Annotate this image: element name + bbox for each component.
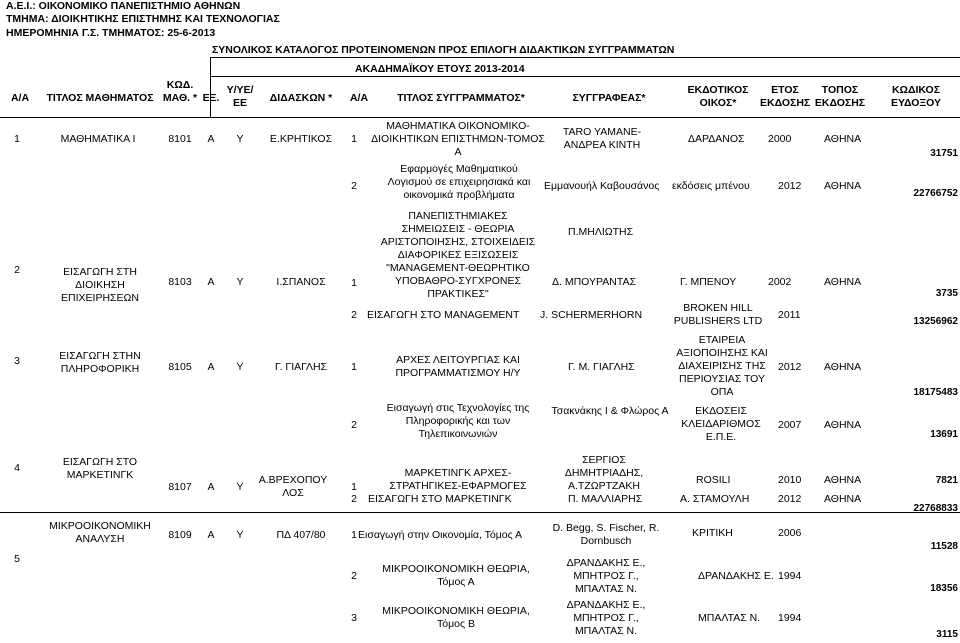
department-line: ΤΜΗΜΑ: ΔΙΟΙΚΗΤΙΚΗΣ ΕΠΙΣΤΗΜΗΣ ΚΑΙ ΤΕΧΝΟΛΟΓΙΑΣ [6, 13, 280, 25]
course-aa: 1 [14, 133, 20, 145]
book-publisher: Α. ΣΤΑΜΟΥΛΗ [680, 493, 750, 505]
book-author: Εμμανουήλ Καβουσάνος [544, 180, 660, 192]
book-publisher: ΕΤΑΙΡΕΙΑ ΑΞΙΟΠΟΙΗΣΗΣ ΚΑΙ ΔΙΑΧΕΙΡΙΣΗΣ ΤΗΣ ΠΕΡΙΟΥΣΙΑΣ ΤΟΥ ΟΠΑ [676, 334, 768, 398]
book-place: ΑΘΗΝΑ [824, 493, 862, 505]
course-ye: Υ [236, 529, 244, 541]
book-eudoxus: 3115 [936, 629, 958, 640]
book-publisher: BROKEN HILL PUBLISHERS LTD [673, 302, 763, 327]
book-author: D. Begg, S. Fischer, R. Dornbusch [552, 522, 660, 547]
course-title: ΜΑΘΗΜΑΤΙΚΑ Ι [60, 133, 136, 145]
book-author: Δ. ΜΠΟΥΡΑΝΤΑΣ [552, 276, 636, 288]
course-aa: 5 [14, 553, 20, 565]
col-course-title: ΤΙΤΛΟΣ ΜΑΘΗΜΑΤΟΣ [46, 92, 154, 104]
book-eudoxus: 18356 [930, 583, 958, 594]
book-publisher: ΔΡΑΝΔΑΚΗΣ Ε. [698, 570, 774, 582]
book-place: ΑΘΗΝΑ [824, 276, 862, 288]
col-eudoxus: ΚΩΔΙΚΟΣ ΕΥΔΟΞΟΥ [890, 84, 942, 109]
book-aa: 1 [351, 277, 357, 289]
book-author: TARO YAMANE-ΑΝΔΡΕΑ ΚΙΝΤΗ [562, 126, 642, 151]
book-eudoxus: 13691 [930, 429, 958, 440]
book-publisher: εκδόσεις μπένου [672, 180, 750, 192]
book-eudoxus: 31751 [930, 148, 958, 159]
course-aa: 3 [14, 355, 20, 367]
book-aa: 1 [351, 361, 357, 373]
course-ye: Υ [236, 276, 244, 288]
book-title: "MANAGEMENT-ΘΕΩΡΗΤΙΚΟ ΥΠΟΒΑΘΡΟ-ΣΥΓΧΡΟΝΕΣ ΠΡΑΚΤΙΚΕΣ" [386, 262, 530, 300]
course-teacher: Α.ΒΡΕΧΟΠΟΥΛΟΣ [258, 474, 328, 499]
book-author: Τσακνάκης Ι & Φλώρος Α [551, 405, 669, 417]
course-ye: Υ [236, 361, 244, 373]
book-aa: 2 [351, 493, 357, 505]
col-authors: ΣΥΓΓΡΑΦΕΑΣ* [572, 92, 646, 104]
course-title: ΕΙΣΑΓΩΓΗ ΣΤΗΝ ΠΛΗΡΟΦΟΡΙΚΗ [59, 350, 141, 375]
course-aa: 2 [14, 264, 20, 276]
book-year: 1994 [778, 570, 802, 582]
course-title: ΜΙΚΡΟΟΙΚΟΝΟΜΙΚΗ ΑΝΑΛΥΣΗ [49, 520, 151, 545]
date-line: ΗΜΕΡΟΜΗΝΙΑ Γ.Σ. ΤΜΗΜΑΤΟΣ: 25-6-2013 [6, 27, 216, 39]
book-author: ΣΕΡΓΙΟΣ ΔΗΜΗΤΡΙΑΔΗΣ, Α.ΤΖΩΡΤΖΑΚΗ [564, 454, 644, 492]
book-author: Γ. Μ. ΓΙΑΓΛΗΣ [568, 361, 635, 373]
book-publisher: ΔΑΡΔΑΝΟΣ [688, 133, 745, 145]
course-teacher: ΠΔ 407/80 [276, 529, 326, 541]
book-place: ΑΘΗΝΑ [824, 419, 862, 431]
course-aa: 4 [14, 462, 20, 474]
book-year: 2012 [778, 493, 802, 505]
course-ex: Α [207, 481, 215, 493]
course-code: 8109 [168, 529, 192, 541]
book-year: 2006 [778, 527, 802, 539]
course-code: 8107 [168, 481, 192, 493]
book-title: ΕΙΣΑΓΩΓΗ ΣΤΟ ΜΑΡΚΕΤΙΝΓΚ [368, 493, 512, 505]
course-ex: Α [207, 276, 215, 288]
book-author: Π.ΜΗΛΙΩΤΗΣ [568, 226, 634, 238]
book-year: 1994 [778, 612, 802, 624]
book-author: J. SCHERMERHORN [540, 309, 643, 321]
col-teachers: ΔΙΔΑΣΚΩΝ * [269, 92, 333, 104]
book-aa: 2 [351, 570, 357, 582]
book-author: ΔΡΑΝΔΑΚΗΣ Ε., ΜΠΗΤΡΟΣ Γ., ΜΠΑΛΤΑΣ Ν. [566, 557, 646, 595]
course-ye: Υ [236, 133, 244, 145]
course-teacher: Ι.ΣΠΑΝΟΣ [276, 276, 326, 288]
book-eudoxus: 18175483 [913, 387, 958, 398]
book-aa: 3 [351, 612, 357, 624]
book-eudoxus: 13256962 [913, 316, 958, 327]
course-ye: Υ [236, 481, 244, 493]
book-title: ΑΡΧΕΣ ΛΕΙΤΟΥΡΓΙΑΣ ΚΑΙ ΠΡΟΓΡΑΜΜΑΤΙΣΜΟΥ Η/Υ [395, 354, 521, 379]
book-eudoxus: 11528 [930, 541, 958, 552]
book-place: ΑΘΗΝΑ [824, 361, 862, 373]
book-publisher: Γ. ΜΠΕΝΟΥ [680, 276, 737, 288]
book-title: ΜΙΚΡΟΟΙΚΟΝΟΜΙΚΗ ΘΕΩΡΙΑ, Τόμος Α [382, 563, 530, 588]
institution-line: Α.Ε.Ι.: ΟΙΚΟΝΟΜΙΚΟ ΠΑΝΕΠΙΣΤΗΜΙΟ ΑΘΗΝΩΝ [6, 0, 241, 12]
book-eudoxus: 3735 [935, 288, 958, 299]
course-ex: Α [207, 133, 215, 145]
book-place: ΑΘΗΝΑ [824, 474, 862, 486]
course-code: 8103 [168, 276, 192, 288]
book-eudoxus: 7821 [935, 475, 958, 486]
book-title: Εφαρμογές Μαθηματικού Λογισμού σε επιχειρησιακά και οικονομικά προβλήματα [387, 163, 531, 201]
book-place: ΑΘΗΝΑ [824, 180, 862, 192]
col-publisher: ΕΚΔΟΤΙΚΟΣ ΟΙΚΟΣ* [687, 84, 749, 109]
book-aa: 1 [351, 481, 357, 493]
book-publisher: ΚΡΙΤΙΚΗ [692, 527, 733, 539]
book-publisher: ΜΠΑΛΤΑΣ Ν. [698, 612, 761, 624]
col-book-title: ΤΙΤΛΟΣ ΣΥΓΓΡΑΜΜΑΤΟΣ* [397, 92, 525, 104]
book-title: ΠΑΝΕΠΙΣΤΗΜΙΑΚΕΣ ΣΗΜΕΙΩΣΕΙΣ - ΘΕΩΡΙΑ ΑΡΙΣΤΟΠΟΙΗΣΗΣ, ΣΤΟΙΧΕΙΔΕΙΣ ΔΙΑΦΟΡΙΚΕΣ ΕΞΙΣΩΣΕΙΣ [380, 210, 536, 261]
book-author: Π. ΜΑΛΛΙΑΡΗΣ [568, 493, 643, 505]
course-teacher: Ε.ΚΡΗΤΙΚΟΣ [269, 133, 333, 145]
book-year: 2007 [778, 419, 802, 431]
book-year: 2011 [778, 309, 801, 321]
book-title: ΕΙΣΑΓΩΓΗ ΣΤΟ MANAGEMENT [367, 309, 520, 321]
book-title: Εισαγωγή στις Τεχνολογίες της Πληροφορικής και των Τηλεπικοινωνιών [386, 402, 530, 440]
book-aa: 1 [351, 133, 357, 145]
academic-year-title: ΑΚΑΔΗΜΑΪΚΟΥ ΕΤΟΥΣ 2013-2014 [355, 63, 525, 75]
book-aa: 1 [351, 529, 357, 541]
book-year: 2012 [778, 180, 802, 192]
book-aa: 2 [351, 309, 357, 321]
book-eudoxus: 22766752 [913, 188, 958, 199]
col-code: ΚΩΔ. ΜΑΘ. * [162, 79, 198, 104]
course-teacher: Γ. ΓΙΑΓΛΗΣ [274, 361, 328, 373]
book-title: Εισαγωγή στην Οικονομία, Τόμος Α [358, 529, 523, 541]
book-title: ΜΑΡΚΕΤΙΝΓΚ ΑΡΧΕΣ-ΣΤΡΑΤΗΓΙΚΕΣ-ΕΦΑΡΜΟΓΕΣ [389, 467, 527, 492]
book-year: 2012 [778, 361, 802, 373]
course-ex: Α [207, 361, 215, 373]
book-place: ΑΘΗΝΑ [824, 133, 862, 145]
book-title: ΜΑΘΗΜΑΤΙΚΑ ΟΙΚΟΝΟΜΙΚΟ-ΔΙΟΙΚΗΤΙΚΩΝ ΕΠΙΣΤΗΜΩΝ-ΤΟΜΟΣ Α [371, 120, 545, 158]
book-author: ΔΡΑΝΔΑΚΗΣ Ε., ΜΠΗΤΡΟΣ Γ., ΜΠΑΛΤΑΣ Ν. [566, 599, 646, 637]
col-ex: ΕΞ. [202, 92, 220, 104]
col-pub-place: ΤΟΠΟΣ ΕΚΔΟΣΗΣ [814, 84, 866, 109]
course-ex: Α [207, 529, 215, 541]
book-publisher: ROSILI [696, 474, 731, 486]
catalog-title: ΣΥΝΟΛΙΚΟΣ ΚΑΤΑΛΟΓΟΣ ΠΡΟΤΕΙΝΟΜΕΝΩΝ ΠΡΟΣ ΕΠΙΛΟΓΗ ΔΙΔΑΚΤΙΚΩΝ ΣΥΓΓΡΑΜΜΑΤΩΝ [212, 44, 675, 56]
book-title: ΜΙΚΡΟΟΙΚΟΝΟΜΙΚΗ ΘΕΩΡΙΑ, Τόμος Β [382, 605, 530, 630]
col-ye: Υ/ΥΕ/ ΕΕ [226, 84, 254, 109]
book-year: 2000 [768, 133, 792, 145]
book-aa: 2 [351, 419, 357, 431]
book-aa: 2 [351, 180, 357, 192]
book-year: 2002 [768, 276, 792, 288]
course-code: 8105 [168, 361, 192, 373]
book-publisher: ΕΚΔΟΣΕΙΣ ΚΛΕΙΔΑΡΙΘΜΟΣ Ε.Π.Ε. [681, 405, 761, 443]
course-code: 8101 [168, 133, 192, 145]
col-aa2: Α/Α [349, 92, 369, 104]
course-title: ΕΙΣΑΓΩΓΗ ΣΤΗ ΔΙΟΙΚΗΣΗ ΕΠΙΧΕΙΡΗΣΕΩΝ [61, 266, 139, 304]
col-pub-year: ΕΤΟΣ ΕΚΔΟΣΗΣ [760, 84, 811, 109]
book-year: 2010 [778, 474, 802, 486]
book-eudoxus: 22768833 [913, 503, 958, 514]
course-title: ΕΙΣΑΓΩΓΗ ΣΤΟ ΜΑΡΚΕΤΙΝΓΚ [62, 456, 138, 481]
col-aa: Α/Α [10, 92, 30, 104]
